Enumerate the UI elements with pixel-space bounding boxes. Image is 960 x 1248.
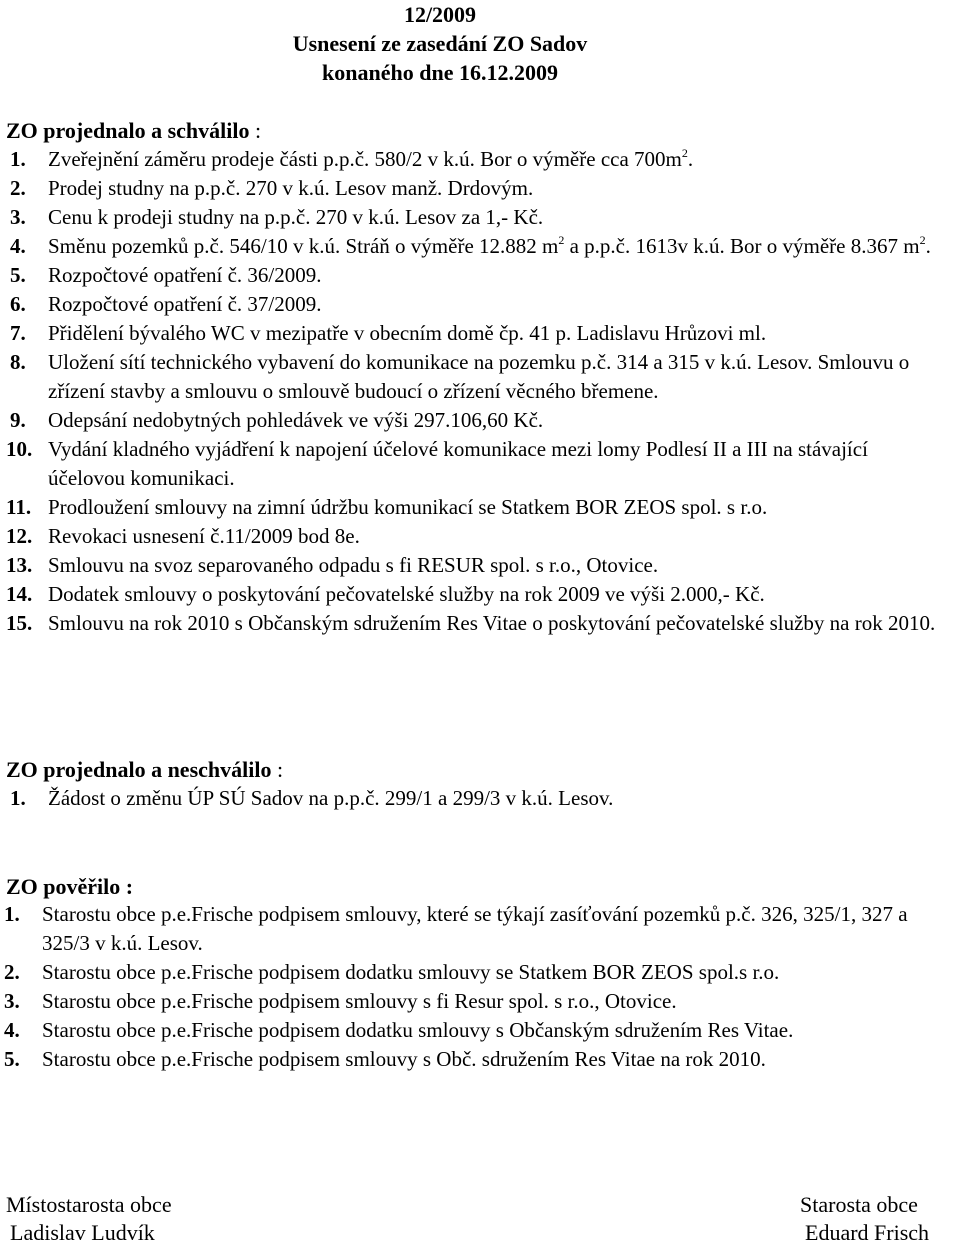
rejected-section-title: ZO projednalo a neschválilo : <box>6 757 284 782</box>
list-item <box>0 232 950 261</box>
item-number: 4. <box>10 234 26 258</box>
list-item <box>0 290 950 319</box>
item-number: 6. <box>10 292 26 316</box>
mayor-role: Starosta obce <box>800 1192 918 1217</box>
item-text: Dodatek smlouvy o poskytování pečovatelské služby na rok 2009 ve výši 2.000,- Kč. <box>48 582 765 606</box>
item-number: 13. <box>6 553 33 577</box>
item-text: Přidělení bývalého WC v mezipatře v obecním domě čp. 41 p. Ladislavu Hrůzovi ml. <box>48 321 767 345</box>
item-text: Prodej studny na p.p.č. 270 v k.ú. Lesov manž. Drdovým. <box>48 176 534 200</box>
item-number: 8. <box>10 350 26 374</box>
authorized-list <box>0 900 960 1074</box>
list-item <box>0 319 950 348</box>
approved-section-title: ZO projednalo a schválilo : <box>6 118 262 143</box>
item-text-cont: . <box>925 234 931 258</box>
item-text: Žádost o změnu ÚP SÚ Sadov na p.p.č. 299/1 a 299/3 v k.ú. Lesov. <box>48 786 614 810</box>
vice-mayor-name: Ladislav Ludvík <box>10 1220 155 1245</box>
item-text: Zveřejnění záměru prodeje části p.p.č. 580/2 v k.ú. Bor o výměře cca 700m <box>48 147 682 171</box>
list-item <box>0 522 950 551</box>
item-number: 14. <box>6 582 33 606</box>
meeting-date: konaného dne 16.12.2009 <box>322 60 558 85</box>
item-number: 10. <box>6 437 33 461</box>
rejected-title-text: ZO projednalo a neschválilo <box>6 757 272 782</box>
rejected-list <box>0 784 950 813</box>
list-item <box>0 203 950 232</box>
document-header <box>0 0 880 87</box>
item-text: Rozpočtové opatření č. 37/2009. <box>48 292 322 316</box>
superscript: 2 <box>919 233 926 247</box>
list-item <box>0 784 950 813</box>
item-text: Uložení sítí technického vybavení do komunikace na pozemku p.č. 314 a 315 v k.ú. Lesov. Smlouvu o zřízení stavby a smlouvu o smlouvě budoucí o zřízení věcného břemene. <box>48 350 910 403</box>
approved-list <box>0 145 950 638</box>
item-number: 12. <box>6 524 33 548</box>
item-text: Cenu k prodeji studny na p.p.č. 270 v k.ú. Lesov za 1,- Kč. <box>48 205 544 229</box>
list-item <box>0 174 950 203</box>
item-text: Rozpočtové opatření č. 36/2009. <box>48 263 322 287</box>
item-text: Starostu obce p.e.Frische podpisem dodatku smlouvy s Občanským sdružením Res Vitae. <box>42 1018 794 1042</box>
list-item <box>0 435 950 493</box>
item-text: Odepsání nedobytných pohledávek ve výši 297.106,60 Kč. <box>48 408 544 432</box>
item-text: Směnu pozemků p.č. 546/10 v k.ú. Stráň o výměře 12.882 m <box>48 234 559 258</box>
item-number: 1. <box>10 786 26 810</box>
item-number: 2. <box>10 176 26 200</box>
item-number: 9. <box>10 408 26 432</box>
item-number: 7. <box>10 321 26 345</box>
list-item <box>0 493 950 522</box>
list-item <box>0 348 950 406</box>
list-item <box>0 261 950 290</box>
superscript: 2 <box>558 233 565 247</box>
list-item <box>0 406 950 435</box>
approved-title-text: ZO projednalo a schválilo <box>6 118 250 143</box>
list-item <box>0 987 960 1016</box>
item-text: Starostu obce p.e.Frische podpisem smlouvy, které se týkají zasíťování pozemků p.č. 326, 325/1, 327 a 325/3 v k.ú. Lesov. <box>42 902 908 955</box>
item-number: 4. <box>4 1018 20 1042</box>
item-number: 15. <box>6 611 33 635</box>
document-title: Usnesení ze zasedání ZO Sadov <box>292 31 588 56</box>
item-number: 3. <box>10 205 26 229</box>
item-number: 5. <box>4 1047 20 1071</box>
item-text-cont: a p.p.č. 1613v k.ú. Bor o výměře 8.367 m <box>564 234 920 258</box>
item-text: Starostu obce p.e.Frische podpisem dodatku smlouvy se Statkem BOR ZEOS spol.s r.o. <box>42 960 780 984</box>
item-text: Revokaci usnesení č.11/2009 bod 8e. <box>48 524 360 548</box>
item-text: Smlouvu na svoz separovaného odpadu s fi RESUR spol. s r.o., Otovice. <box>48 553 659 577</box>
item-text-cont: . <box>687 147 694 171</box>
item-number: 11. <box>6 495 32 519</box>
item-number: 2. <box>4 960 20 984</box>
list-item <box>0 1045 960 1074</box>
vice-mayor-role: Místostarosta obce <box>6 1192 172 1217</box>
item-number: 5. <box>10 263 26 287</box>
item-text: Vydání kladného vyjádření k napojení účelové komunikace mezi lomy Podlesí II a III na stávající účelovou komunikaci. <box>48 437 868 490</box>
list-item <box>0 1016 960 1045</box>
superscript: 2 <box>681 146 688 160</box>
authorized-section-title: ZO pověřilo : <box>6 874 134 899</box>
list-item <box>0 580 950 609</box>
item-number: 1. <box>10 147 26 171</box>
list-item <box>0 958 960 987</box>
list-item <box>0 900 960 958</box>
item-text: Smlouvu na rok 2010 s Občanským sdružením Res Vitae o poskytování pečovatelské služby na rok 2010. <box>48 611 936 635</box>
resolution-number: 12/2009 <box>403 2 477 27</box>
list-item <box>0 609 950 638</box>
list-item <box>0 145 950 174</box>
item-text: Starostu obce p.e.Frische podpisem smlouvy s fi Resur spol. s r.o., Otovice. <box>42 989 677 1013</box>
mayor-name: Eduard Frisch <box>805 1220 930 1245</box>
item-number: 3. <box>4 989 20 1013</box>
list-item <box>0 551 950 580</box>
item-text: Starostu obce p.e.Frische podpisem smlouvy s Obč. sdružením Res Vitae na rok 2010. <box>42 1047 766 1071</box>
item-number: 1. <box>4 902 20 926</box>
item-text: Prodloužení smlouvy na zimní údržbu komunikací se Statkem BOR ZEOS spol. s r.o. <box>48 495 768 519</box>
